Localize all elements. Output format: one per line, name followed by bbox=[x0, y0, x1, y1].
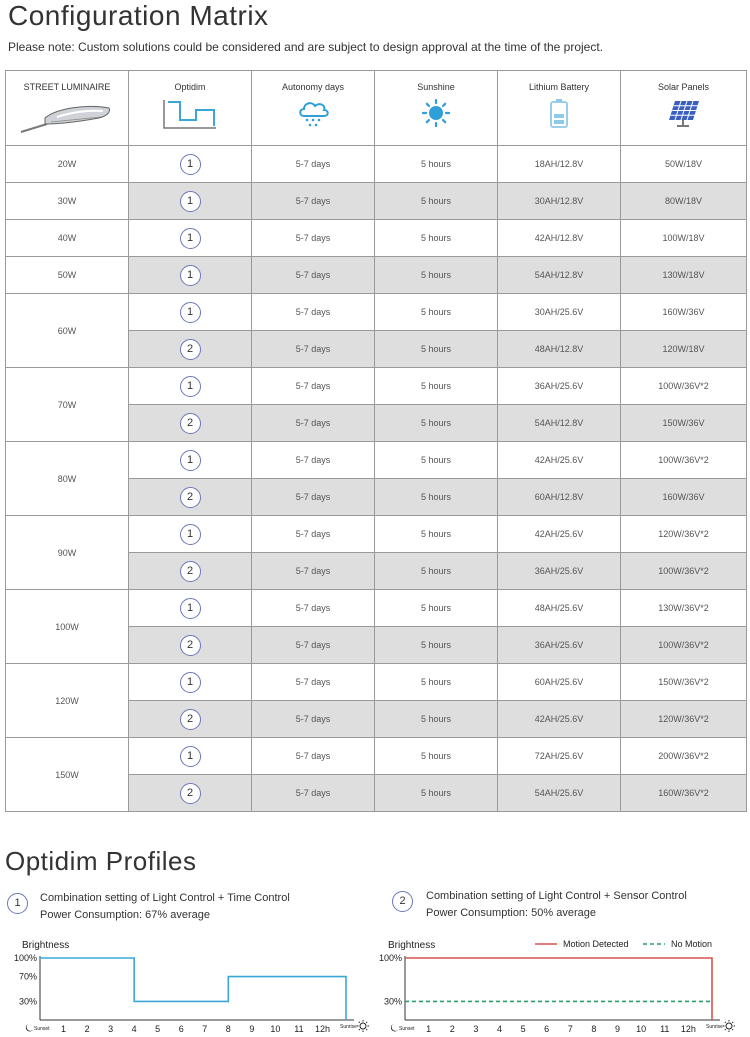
autonomy-days: 5-7 days bbox=[252, 183, 375, 220]
optidim-cell bbox=[129, 183, 252, 220]
solar-panel: 120W/18V bbox=[621, 331, 747, 368]
solar-panel: 160W/36V*2 bbox=[621, 775, 747, 812]
sunshine-hours: 5 hours bbox=[375, 442, 498, 479]
header-label: Optidim bbox=[174, 82, 206, 92]
x-tick-label: 9 bbox=[615, 1024, 621, 1034]
legend-label: Motion Detected bbox=[563, 939, 629, 949]
autonomy-days: 5-7 days bbox=[252, 331, 375, 368]
sunshine-hours: 5 hours bbox=[375, 775, 498, 812]
series-line-1 bbox=[405, 958, 712, 1020]
profile-2-description bbox=[426, 888, 687, 922]
solar-panel: 50W/18V bbox=[621, 146, 747, 183]
lithium-battery: 42AH/25.6V bbox=[498, 516, 621, 553]
profile-1-badge: 1 bbox=[7, 893, 28, 914]
optidim-cell bbox=[129, 220, 252, 257]
x-tick-label: 1 bbox=[426, 1024, 432, 1034]
matrix-header-row bbox=[6, 71, 747, 146]
profile-2-badge: 2 bbox=[392, 891, 413, 912]
optidim-profile-icon bbox=[162, 98, 218, 130]
sunrise-ray bbox=[366, 1022, 367, 1023]
x-tick-label: 11 bbox=[294, 1024, 304, 1034]
brightness-axis-label: Brightness bbox=[22, 940, 70, 951]
solar-panel: 130W/36V*2 bbox=[621, 590, 747, 627]
optidim-cell bbox=[129, 331, 252, 368]
autonomy-days: 5-7 days bbox=[252, 701, 375, 738]
header-sunshine bbox=[375, 71, 498, 146]
x-tick-label: 10 bbox=[270, 1024, 281, 1034]
solar-panel: 100W/36V*2 bbox=[621, 442, 747, 479]
x-tick-label: 12h bbox=[680, 1024, 696, 1034]
autonomy-days: 5-7 days bbox=[252, 146, 375, 183]
optidim-cell bbox=[129, 442, 252, 479]
optidim-cell bbox=[129, 738, 252, 775]
autonomy-days: 5-7 days bbox=[252, 257, 375, 294]
profile-1-consumption: Power Consumption: 67% average bbox=[40, 909, 210, 921]
legend-label: No Motion bbox=[671, 939, 713, 949]
sunrise-ray bbox=[366, 1029, 367, 1030]
sunrise-icon bbox=[360, 1023, 366, 1029]
lithium-battery: 36AH/25.6V bbox=[498, 368, 621, 405]
sunrise-ray bbox=[725, 1029, 726, 1030]
header-optidim bbox=[129, 71, 252, 146]
lithium-battery: 60AH/12.8V bbox=[498, 479, 621, 516]
x-tick-label: 9 bbox=[249, 1024, 255, 1034]
table-row bbox=[6, 146, 747, 183]
autonomy-days: 5-7 days bbox=[252, 442, 375, 479]
table-row bbox=[6, 257, 747, 294]
solar-panel: 160W/36V bbox=[621, 479, 747, 516]
x-tick-label: 4 bbox=[131, 1024, 137, 1034]
optidim-cell bbox=[129, 553, 252, 590]
autonomy-days: 5-7 days bbox=[252, 516, 375, 553]
autonomy-days: 5-7 days bbox=[252, 627, 375, 664]
y-tick-label: 100% bbox=[378, 953, 402, 963]
optidim-cell bbox=[129, 590, 252, 627]
configuration-matrix bbox=[5, 70, 747, 812]
lithium-battery: 42AH/25.6V bbox=[498, 442, 621, 479]
solar-panel: 80W/18V bbox=[621, 183, 747, 220]
x-tick-label: 6 bbox=[178, 1024, 184, 1034]
autonomy-days: 5-7 days bbox=[252, 479, 375, 516]
solar-panel: 130W/18V bbox=[621, 257, 747, 294]
x-tick-label: 6 bbox=[544, 1024, 550, 1034]
table-row bbox=[6, 590, 747, 627]
luminaire-wattage: 60W bbox=[6, 294, 129, 368]
table-row bbox=[6, 738, 747, 775]
x-tick-label: 7 bbox=[202, 1024, 208, 1034]
solar-panel: 150W/36V bbox=[621, 405, 747, 442]
optidim-profile-badge: 2 bbox=[180, 339, 201, 360]
optidim-cell bbox=[129, 516, 252, 553]
solar-panel: 120W/36V*2 bbox=[621, 516, 747, 553]
optidim-profile-badge: 2 bbox=[180, 561, 201, 582]
solar-panel: 100W/36V*2 bbox=[621, 553, 747, 590]
solar-panel: 120W/36V*2 bbox=[621, 701, 747, 738]
lithium-battery: 42AH/25.6V bbox=[498, 701, 621, 738]
luminaire-wattage: 70W bbox=[6, 368, 129, 442]
autonomy-days: 5-7 days bbox=[252, 590, 375, 627]
design-note: Please note: Custom solutions could be considered and are subject to design approval at the time of the project. bbox=[8, 40, 604, 54]
x-tick-label: Sunset bbox=[34, 1026, 50, 1032]
autonomy-days: 5-7 days bbox=[252, 553, 375, 590]
optidim-profile-badge: 1 bbox=[180, 598, 201, 619]
x-tick-label: Sunrise bbox=[706, 1024, 723, 1030]
solar-panel: 100W/36V*2 bbox=[621, 627, 747, 664]
profile-1-setting: Combination setting of Light Control + Time Control bbox=[40, 892, 290, 904]
solar-panel: 100W/18V bbox=[621, 220, 747, 257]
solar-panel: 100W/36V*2 bbox=[621, 368, 747, 405]
brightness-axis-label: Brightness bbox=[388, 940, 436, 951]
x-tick-label: 12h bbox=[314, 1024, 330, 1034]
lithium-battery: 54AH/12.8V bbox=[498, 257, 621, 294]
header-battery bbox=[498, 71, 621, 146]
moon-icon bbox=[391, 1024, 398, 1032]
optidim-cell bbox=[129, 405, 252, 442]
optidim-profile-badge: 1 bbox=[180, 154, 201, 175]
profile-2-chart bbox=[375, 936, 750, 1036]
x-tick-label: 3 bbox=[108, 1024, 114, 1034]
x-tick-label: 2 bbox=[84, 1024, 90, 1034]
solar-panel: 200W/36V*2 bbox=[621, 738, 747, 775]
x-tick-label: Sunset bbox=[399, 1026, 415, 1032]
optidim-profile-badge: 1 bbox=[180, 672, 201, 693]
autonomy-days: 5-7 days bbox=[252, 405, 375, 442]
sun-icon bbox=[421, 98, 451, 128]
header-label: Solar Panels bbox=[657, 82, 710, 92]
profile-1-description bbox=[40, 890, 290, 924]
table-row bbox=[6, 664, 747, 701]
x-tick-label: 5 bbox=[155, 1024, 161, 1034]
header-autonomy bbox=[252, 71, 375, 146]
table-row bbox=[6, 442, 747, 479]
sunshine-hours: 5 hours bbox=[375, 331, 498, 368]
sunrise-icon bbox=[726, 1023, 732, 1029]
sunrise-ray bbox=[732, 1029, 733, 1030]
x-tick-label: 11 bbox=[660, 1024, 670, 1034]
matrix-body bbox=[6, 146, 747, 812]
luminaire-wattage: 40W bbox=[6, 220, 129, 257]
autonomy-days: 5-7 days bbox=[252, 664, 375, 701]
optidim-cell bbox=[129, 627, 252, 664]
sunrise-ray bbox=[359, 1022, 360, 1023]
battery-icon bbox=[549, 98, 569, 128]
table-row bbox=[6, 183, 747, 220]
optidim-profile-badge: 2 bbox=[180, 709, 201, 730]
sunshine-hours: 5 hours bbox=[375, 146, 498, 183]
optidim-profile-badge: 1 bbox=[180, 228, 201, 249]
page-title: Configuration Matrix bbox=[8, 0, 269, 31]
table-row bbox=[6, 220, 747, 257]
lithium-battery: 18AH/12.8V bbox=[498, 146, 621, 183]
autonomy-days: 5-7 days bbox=[252, 220, 375, 257]
x-tick-label: 8 bbox=[225, 1024, 231, 1034]
luminaire-wattage: 120W bbox=[6, 664, 129, 738]
profile-1-chart bbox=[0, 936, 375, 1036]
lithium-battery: 42AH/12.8V bbox=[498, 220, 621, 257]
optidim-cell bbox=[129, 146, 252, 183]
header-label: STREET LUMINAIRE bbox=[23, 82, 111, 92]
lithium-battery: 60AH/25.6V bbox=[498, 664, 621, 701]
x-tick-label: 3 bbox=[473, 1024, 479, 1034]
optidim-cell bbox=[129, 479, 252, 516]
lithium-battery: 30AH/25.6V bbox=[498, 294, 621, 331]
y-tick-label: 30% bbox=[18, 996, 37, 1007]
lithium-battery: 36AH/25.6V bbox=[498, 553, 621, 590]
lithium-battery: 72AH/25.6V bbox=[498, 738, 621, 775]
sunrise-ray bbox=[359, 1029, 360, 1030]
x-tick-label: 10 bbox=[636, 1024, 647, 1034]
luminaire-wattage: 90W bbox=[6, 516, 129, 590]
luminaire-wattage: 20W bbox=[6, 146, 129, 183]
optidim-profile-badge: 1 bbox=[180, 450, 201, 471]
optidim-cell bbox=[129, 701, 252, 738]
x-tick-label: 7 bbox=[567, 1024, 573, 1034]
optidim-cell bbox=[129, 368, 252, 405]
x-tick-label: 2 bbox=[449, 1024, 455, 1034]
optidim-profile-badge: 1 bbox=[180, 524, 201, 545]
sunshine-hours: 5 hours bbox=[375, 368, 498, 405]
sunrise-ray bbox=[732, 1022, 733, 1023]
x-tick-label: 1 bbox=[61, 1024, 67, 1034]
lithium-battery: 48AH/12.8V bbox=[498, 331, 621, 368]
sunshine-hours: 5 hours bbox=[375, 627, 498, 664]
optidim-cell bbox=[129, 775, 252, 812]
optidim-cell bbox=[129, 664, 252, 701]
header-label: Sunshine bbox=[417, 82, 455, 92]
luminaire-wattage: 30W bbox=[6, 183, 129, 220]
table-row bbox=[6, 294, 747, 331]
sunshine-hours: 5 hours bbox=[375, 553, 498, 590]
sunshine-hours: 5 hours bbox=[375, 516, 498, 553]
luminaire-wattage: 150W bbox=[6, 738, 129, 812]
series-line-1 bbox=[40, 958, 346, 1020]
sunshine-hours: 5 hours bbox=[375, 257, 498, 294]
solar-panel: 160W/36V bbox=[621, 294, 747, 331]
header-label: Autonomy days bbox=[281, 82, 345, 92]
sunrise-ray bbox=[725, 1022, 726, 1023]
sunshine-hours: 5 hours bbox=[375, 738, 498, 775]
street-light-icon bbox=[17, 98, 117, 134]
luminaire-wattage: 50W bbox=[6, 257, 129, 294]
solar-panel-icon bbox=[667, 98, 701, 128]
optidim-profile-badge: 1 bbox=[180, 302, 201, 323]
optidim-profile-badge: 1 bbox=[180, 376, 201, 397]
sunshine-hours: 5 hours bbox=[375, 183, 498, 220]
profile-2-setting: Combination setting of Light Control + Sensor Control bbox=[426, 890, 687, 902]
x-tick-label: 4 bbox=[496, 1024, 502, 1034]
optidim-profile-badge: 2 bbox=[180, 783, 201, 804]
lithium-battery: 54AH/12.8V bbox=[498, 405, 621, 442]
luminaire-wattage: 100W bbox=[6, 590, 129, 664]
optidim-profile-badge: 1 bbox=[180, 265, 201, 286]
table-row bbox=[6, 516, 747, 553]
optidim-profile-badge: 1 bbox=[180, 191, 201, 212]
autonomy-days: 5-7 days bbox=[252, 738, 375, 775]
lithium-battery: 48AH/25.6V bbox=[498, 590, 621, 627]
lithium-battery: 54AH/25.6V bbox=[498, 775, 621, 812]
lithium-battery: 30AH/12.8V bbox=[498, 183, 621, 220]
optidim-profile-badge: 2 bbox=[180, 413, 201, 434]
y-tick-label: 70% bbox=[18, 971, 37, 982]
sunshine-hours: 5 hours bbox=[375, 664, 498, 701]
autonomy-days: 5-7 days bbox=[252, 294, 375, 331]
profile-2-consumption: Power Consumption: 50% average bbox=[426, 907, 596, 919]
table-row bbox=[6, 368, 747, 405]
sunshine-hours: 5 hours bbox=[375, 479, 498, 516]
x-tick-label: 5 bbox=[520, 1024, 526, 1034]
sunshine-hours: 5 hours bbox=[375, 294, 498, 331]
x-tick-label: Sunrise bbox=[340, 1024, 357, 1030]
y-tick-label: 30% bbox=[383, 996, 402, 1007]
x-tick-label: 8 bbox=[591, 1024, 597, 1034]
lithium-battery: 36AH/25.6V bbox=[498, 627, 621, 664]
autonomy-days: 5-7 days bbox=[252, 775, 375, 812]
sunshine-hours: 5 hours bbox=[375, 701, 498, 738]
sunshine-hours: 5 hours bbox=[375, 220, 498, 257]
header-street-luminaire bbox=[6, 71, 129, 146]
autonomy-days: 5-7 days bbox=[252, 368, 375, 405]
header-solar-panels bbox=[621, 71, 747, 146]
optidim-cell bbox=[129, 294, 252, 331]
optidim-profile-badge: 2 bbox=[180, 635, 201, 656]
optidim-profile-badge: 2 bbox=[180, 487, 201, 508]
moon-icon bbox=[26, 1024, 33, 1032]
optidim-profile-badge: 1 bbox=[180, 746, 201, 767]
profiles-title: Optidim Profiles bbox=[5, 846, 197, 876]
optidim-cell bbox=[129, 257, 252, 294]
rain-cloud-icon bbox=[296, 98, 330, 128]
y-tick-label: 100% bbox=[13, 953, 37, 963]
sunshine-hours: 5 hours bbox=[375, 590, 498, 627]
solar-panel: 150W/36V*2 bbox=[621, 664, 747, 701]
header-label: Lithium Battery bbox=[528, 82, 590, 92]
luminaire-wattage: 80W bbox=[6, 442, 129, 516]
sunshine-hours: 5 hours bbox=[375, 405, 498, 442]
